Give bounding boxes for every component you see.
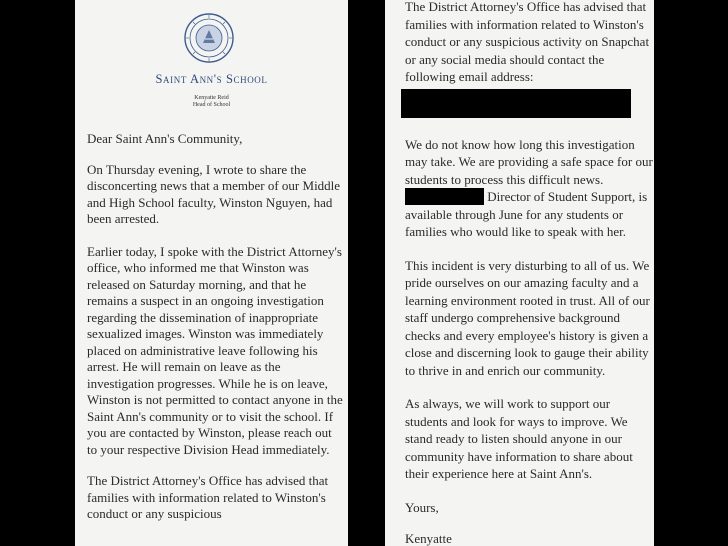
paragraph-incident: This incident is very disturbing to all of us. We pride ourselves on our amazing faculty and a learning environment rooted in trust. All of our staff undergo comprehensive background checks and every employee's history is given a close and discerning look to gauge their ability to thrive in and enrich our community.	[405, 257, 650, 378]
head-of-school-name: Kenyatte Reid	[194, 95, 229, 101]
redacted-name	[405, 188, 484, 205]
paragraph-commitment: As always, we will work to support our students and look for ways to improve. We stand ready to listen should anyone in our community have information to share about their experience here at Saint Ann's.	[405, 396, 633, 481]
closing: Yours,	[405, 499, 439, 515]
support-text-after: Director of Student Support, is available through June for any students or families who would like to speak with her.	[405, 189, 648, 239]
paragraph-arrest-news: On Thursday evening, I wrote to share the disconcerting news that a member of our Middle and High School faculty, Winston Nguyen, had been arrested.	[87, 161, 341, 226]
redacted-email-address	[401, 89, 631, 118]
letter-page-2	[385, 0, 654, 546]
signature: Kenyatte	[405, 531, 452, 546]
paragraph-da-advice: The District Attorney's Office has advised that families with information related to Winston's conduct or any suspicious activity on Snapchat or any social media should contact the following email address:	[405, 0, 650, 84]
paragraph-da-update: Earlier today, I spoke with the District Attorney's office, who informed me that Winston was released on Saturday morning, and that he remains a suspect in an ongoing investigation regarding the dissemination of inappropriate sexualized images. Winston was immediately placed on administrative leave following his arrest. He will remain on leave as the investigation progresses. While he is on leave, Winston is not permitted to contact anyone in the Saint Ann's community or to visit the school. If you are contacted by Winston, please reach out to your respective Division Head immediately.	[87, 243, 343, 457]
letter-body-right	[405, 0, 653, 546]
letter-page-1	[75, 0, 348, 546]
school-name: Saint Ann's School	[155, 72, 268, 86]
paragraph-support	[405, 136, 653, 241]
paragraph-da-advice-continued: The District Attorney's Office has advised that families with information related to Winston's conduct or any suspicious	[87, 473, 329, 521]
salutation: Dear Saint Ann's Community,	[87, 131, 243, 146]
support-text-before: We do not know how long this investigation may take. We are providing a safe space for our students to process this difficult news.	[405, 136, 653, 187]
school-crest-icon	[183, 12, 235, 64]
letter-body-left	[87, 131, 345, 538]
head-of-school-title: Head of School	[192, 102, 231, 108]
